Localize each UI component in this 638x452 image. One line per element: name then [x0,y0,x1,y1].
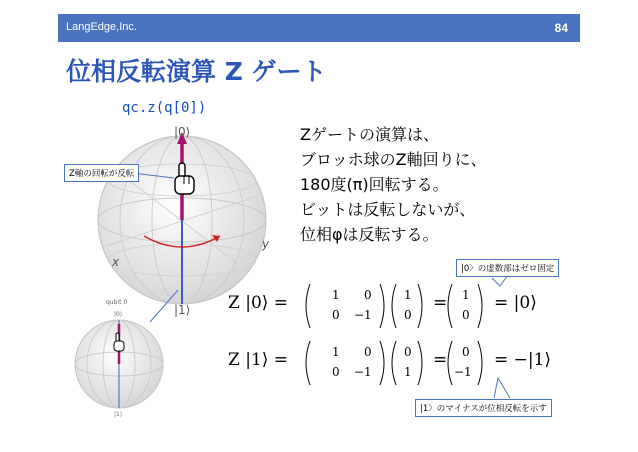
callout-z-axis: Z軸の回転が反転 [64,164,139,182]
matrix-cell: 0 [332,365,340,379]
description-line: Zゲートの演算は、 [300,125,439,144]
small-sphere-bottom: |1⟩ [114,411,123,418]
company-name: LangEdge,Inc. [66,21,137,33]
description [300,122,487,247]
equation-1-lhs: Z |0⟩ = [228,293,289,313]
matrix-cell: −1 [354,308,372,322]
result-cell: −1 [454,365,472,379]
description-line: ビットは反転しないが、 [300,200,476,219]
result-cell: 0 [462,308,470,322]
callout-minus: |1〉のマイナスが位相反転を示す [415,399,552,417]
sphere-top-label: |0⟩ [174,125,191,139]
equation-1-equals: = [433,293,448,313]
code-label: qc.z(q[0]) [122,100,207,116]
vector-cell: 1 [404,365,412,379]
small-sphere-title: qubit 0 [106,299,128,306]
matrix-cell: −1 [354,365,372,379]
matrix-cell: 1 [332,288,340,302]
matrix-cell: 0 [364,288,372,302]
small-sphere-top: |0⟩ [114,311,123,318]
matrix-cell: 0 [364,345,372,359]
matrix-cell: 1 [332,345,340,359]
equation-2-equals: = [433,350,448,370]
equation-1-rhs: = |0⟩ [494,293,537,313]
vector-cell: 0 [404,345,412,359]
callout-imaginary: |0〉の虚数部はゼロ固定 [456,259,559,277]
vector-cell: 0 [404,308,412,322]
result-cell: 1 [462,288,470,302]
page-title: 位相反転演算 Z ゲート [66,57,327,86]
sphere-y-label: y [262,237,270,251]
page-number: 84 [554,21,568,35]
description-line: 位相φは反転する。 [300,225,439,244]
equation-2-lhs: Z |1⟩ = [228,350,289,370]
description-line: 180度(π)回転する。 [300,175,449,194]
vector-cell: 1 [404,288,412,302]
sphere-x-label: x [112,255,120,269]
description-line: ブロッホ球のZ軸回りに、 [300,150,487,169]
equation-2-rhs: = −|1⟩ [494,350,552,370]
matrix-cell: 0 [332,308,340,322]
sphere-bottom-label: |1⟩ [174,303,191,317]
result-cell: 0 [462,345,470,359]
